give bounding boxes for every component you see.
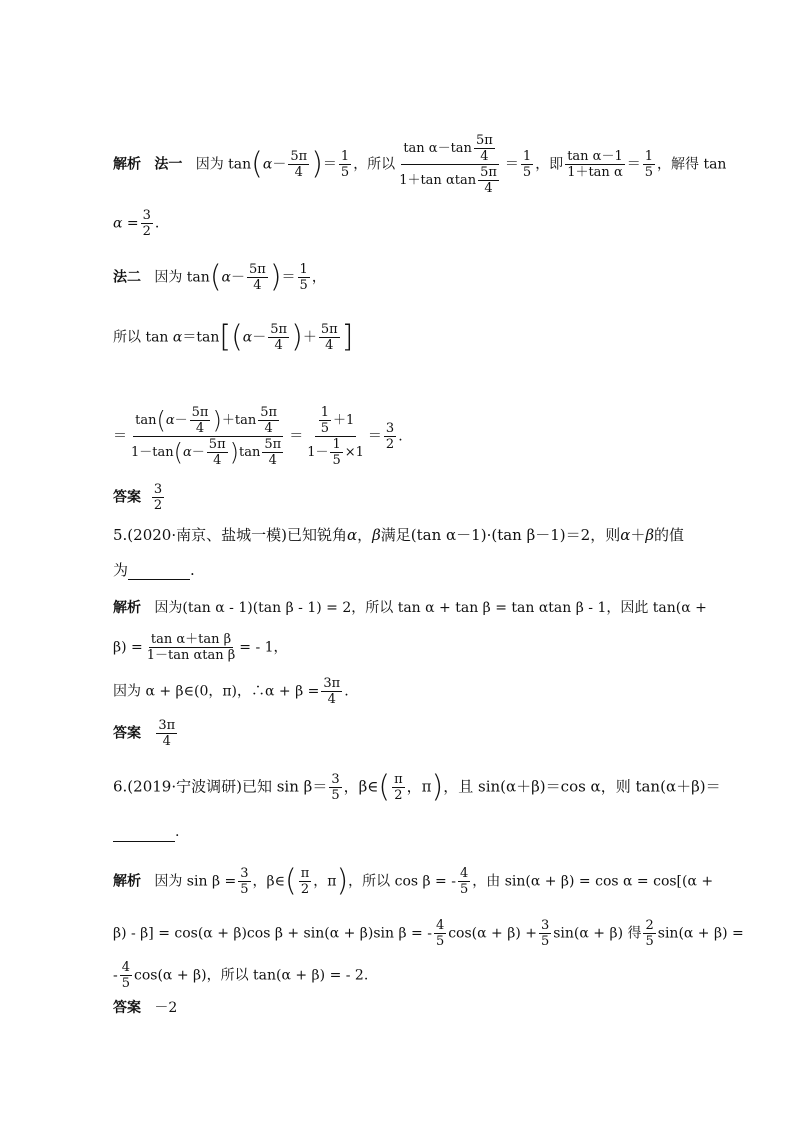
answer-label: 答案 bbox=[113, 1000, 141, 1016]
text: 所以 bbox=[113, 329, 141, 346]
q5-stem-line2: 为 . bbox=[113, 561, 195, 579]
text: β) - β] = cos(α + β)cos β + sin(α + β)sin β = - bbox=[113, 925, 432, 942]
text: 满足(tan α－1)·(tan β－1)＝2，则 bbox=[380, 526, 621, 544]
q4-method2-line3: ＝ tan(α－ $\frac{5\pi}{4}$ )＋tan $\frac{5\pi}{4}$ 1－tan(α－ $\frac{5\pi}{4}$ )tan $\frac{5\pi}{4}$ ＝ $\frac{1}{5}$ ＋1 1－ $\frac{1}{5}$ ×1 ＝ $\frac{3}{2}$ . bbox=[113, 405, 403, 468]
q4-answer: 答案 $\frac{3}{2}$ bbox=[113, 482, 163, 513]
text: ，β∈ bbox=[343, 777, 379, 796]
text: 因为 bbox=[154, 269, 183, 286]
fraction: $\frac{5\pi}{4}$ bbox=[290, 149, 308, 180]
q4-method1-result: α = $\frac{3}{2}$ . bbox=[113, 208, 160, 239]
text: sin(α + β) 得 bbox=[553, 925, 642, 942]
text: ，β∈ bbox=[252, 873, 285, 890]
q5-stem: 5.(2020·南京、盐城一模)已知锐角α，β满足(tan α－1)·(tan β－1)＝2，则α＋β的值 bbox=[113, 526, 685, 544]
fraction: tan(α－ $\frac{5\pi}{4}$ )＋tan $\frac{5\pi}{4}$ 1－tan(α－ $\frac{5\pi}{4}$ )tan $\frac{5\pi}{4}$ bbox=[131, 405, 282, 468]
text: ，即 bbox=[535, 156, 564, 173]
text: cos(α + β)，所以 tan(α + β) = - 2. bbox=[134, 967, 369, 984]
analysis-label: 解析 bbox=[113, 600, 141, 616]
text: 6.(2019·宁波调研)已知 sin β＝ bbox=[113, 777, 328, 796]
answer-label: 答案 bbox=[113, 489, 141, 506]
q6-sol-line2: β) - β] = cos(α + β)cos β + sin(α + β)sin β = - $\frac{4}{5}$ cos(α + β) + $\frac{3}{5}$ sin(α + β) 得 $\frac{2}{5}$ sin(α + β) = bbox=[113, 918, 744, 949]
q5-sol-line1 bbox=[113, 598, 707, 618]
method1-label: 法一 bbox=[154, 156, 183, 173]
text: 因为 sin β = bbox=[154, 873, 237, 890]
fraction: $\frac{1}{5}$ ＋1 1－ $\frac{1}{5}$ ×1 bbox=[307, 405, 364, 468]
q5-sol-line3: 因为 α + β∈(0，π)，∴α + β = $\frac{3\pi}{4}$ . bbox=[113, 676, 349, 707]
text: cos(α + β) + bbox=[448, 925, 537, 942]
fraction: tan α－tan $\frac{5\pi}{4}$ 1＋tan αtan $\frac{5\pi}{4}$ bbox=[399, 133, 497, 196]
text: ，解得 bbox=[657, 156, 699, 173]
q6-blank-line: . bbox=[113, 822, 683, 842]
fraction: $\frac{\text{tan α－1}}{\text{1＋tan α}}$ bbox=[567, 149, 623, 180]
text: 因为 α + β∈(0，π)，∴α + β = bbox=[113, 683, 320, 700]
q5-sol-line2: β) = $\frac{\text{tan α＋tan β}}{\text{1－tan αtan β}}$ = - 1， bbox=[113, 632, 288, 663]
q4-method2-line: 法二 因为 tan(α－ $\frac{5\pi}{4}$ )＝ $\frac{1}{5}$ ， bbox=[113, 259, 326, 295]
text: - bbox=[113, 967, 118, 984]
q6-answer bbox=[113, 998, 683, 1018]
fraction: $\frac{3}{2}$ bbox=[142, 208, 151, 239]
q6-stem: 6.(2019·宁波调研)已知 sin β＝ $\frac{3}{5}$ ，β∈( $\frac{\pi}{2}$ ，π)，且 sin(α＋β)＝cos α，则 tan(α＋β)＝ bbox=[113, 769, 721, 805]
fraction: $\frac{1}{5}$ bbox=[644, 149, 653, 180]
text: ，由 sin(α + β) = cos α = cos[(α + bbox=[472, 873, 714, 890]
text: sin(α + β) = bbox=[657, 925, 744, 942]
method2-label: 法二 bbox=[113, 269, 141, 286]
analysis-label: 解析 bbox=[113, 156, 141, 173]
text: 5.(2020·南京、盐城一模)已知锐角 bbox=[113, 526, 347, 544]
text: β) = bbox=[113, 639, 143, 656]
text: α = bbox=[113, 215, 139, 232]
text: ，所以 cos β = - bbox=[348, 873, 456, 890]
analysis-label: 解析 bbox=[113, 873, 141, 890]
text: = - 1， bbox=[239, 639, 288, 656]
answer-label: 答案 bbox=[113, 725, 141, 742]
q6-sol-line1: 解析 因为 sin β = $\frac{3}{5}$ ，β∈( $\frac{\pi}{2}$ ，π)，所以 cos β = - $\frac{4}{5}$ ，由 sin(α + β) = cos α = cos[(α + bbox=[113, 863, 714, 899]
text: ，所以 bbox=[353, 156, 396, 173]
text: 的值 bbox=[654, 526, 685, 544]
q4-method2-line2: 所以 tan α＝tan[(α－ $\frac{5\pi}{4}$ )＋ $\frac{5\pi}{4}$ ] bbox=[113, 319, 354, 355]
answer-blank bbox=[128, 565, 190, 580]
text: ，且 sin(α＋β)＝cos α，则 tan(α＋β)＝ bbox=[443, 777, 721, 796]
text: 因为 bbox=[195, 156, 224, 173]
fraction: $\frac{1}{5}$ bbox=[522, 149, 532, 180]
answer-value: －2 bbox=[154, 1000, 178, 1016]
fraction: $\frac{1}{5}$ bbox=[340, 149, 350, 180]
text: 因为(tan α - 1)(tan β - 1) = 2，所以 tan α + tan β = tan αtan β - 1，因此 tan(α + bbox=[154, 600, 707, 616]
q4-method1-line: 解析 法一 因为 tan(α－ $\frac{5\pi}{4}$ )＝ $\frac{1}{5}$ ，所以 tan α－tan $\frac{5\pi}{4}$ 1＋tan αtan $\frac{5\pi}{4}$ ＝ $\frac{1}{5}$ ，即 $\frac{\text{tan α－1}}{\text{1＋tan α}}$ ＝ $\frac{1}{5}$ ，解得 tan bbox=[113, 133, 727, 196]
text: 为 bbox=[113, 561, 129, 579]
q5-answer: 答案 $\frac{3\pi}{4}$ bbox=[113, 718, 176, 749]
text: tan bbox=[703, 156, 727, 173]
q6-sol-line3: - $\frac{4}{5}$ cos(α + β)，所以 tan(α + β) = - 2. bbox=[113, 960, 369, 991]
answer-blank bbox=[113, 827, 175, 842]
